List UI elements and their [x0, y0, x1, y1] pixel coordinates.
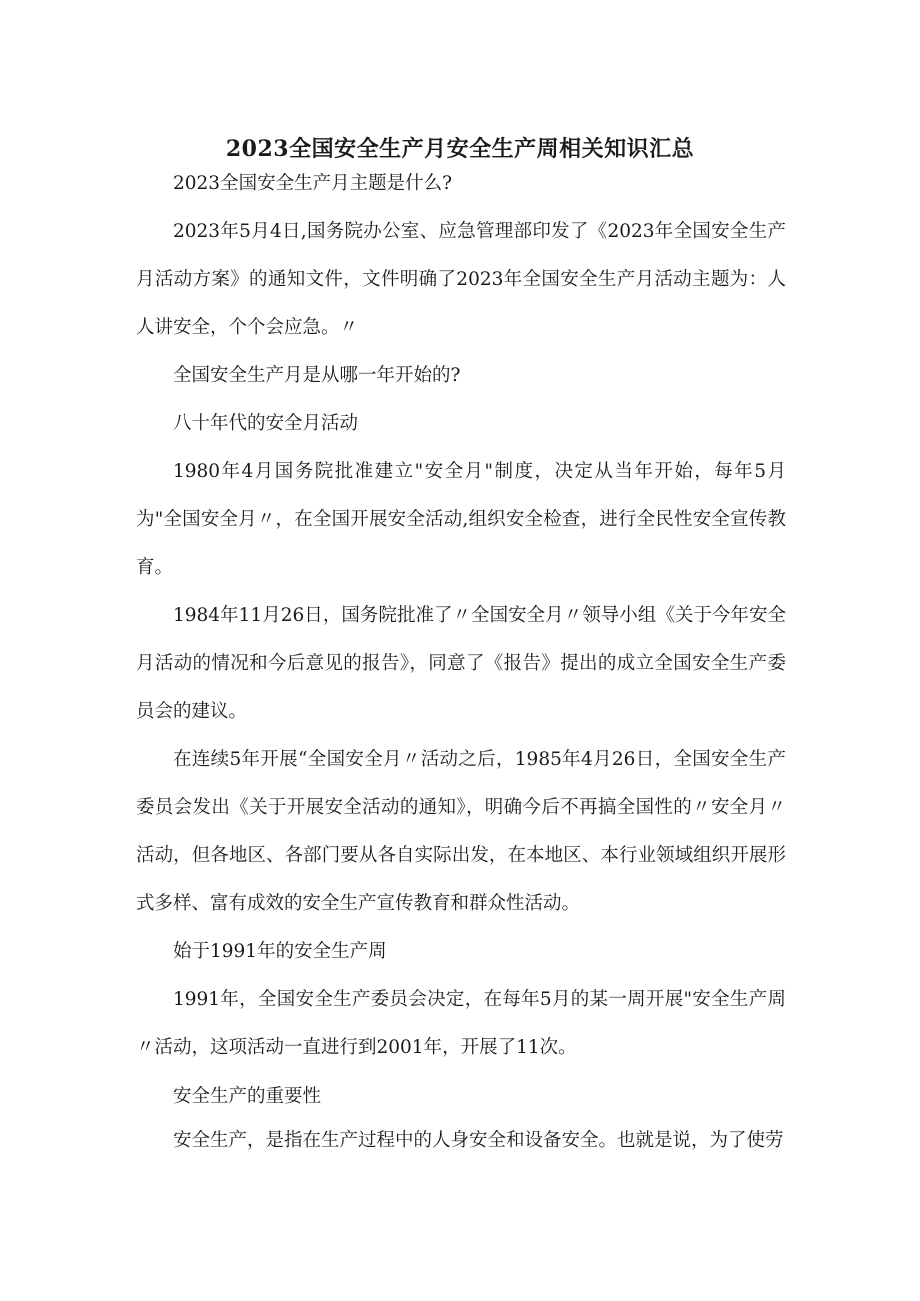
- paragraph-subheading-1991: 始于1991年的安全生产周: [173, 941, 387, 962]
- paragraph-1980: 1980年4月国务院批准建立"安全月"制度，决定从当年开始，每年5月为"全国安全月〃，在全国开展安全活动,组织安全检查，进行全民性安全宣传教育。: [136, 461, 786, 578]
- paragraph-question-theme: 2023全国安全生产月主题是什么?: [173, 173, 453, 194]
- paragraph-question-start-year: 全国安全生产月是从哪一年开始的?: [173, 365, 461, 386]
- paragraph-subheading-eighties: 八十年代的安全月活动: [173, 413, 359, 434]
- paragraph-subheading-importance: 安全生产的重要性: [173, 1086, 322, 1107]
- paragraph-1991: 1991年，全国安全生产委员会决定，在每年5月的某一周开展"安全生产周〃活动，这项活动一直进行到2001年，开展了11次。: [136, 989, 786, 1058]
- paragraph-theme-answer: 2023年5月4日,国务院办公室、应急管理部印发了《2023年全国安全生产月活动方案》的通知文件，文件明确了2023年全国安全生产月活动主题为：人人讲安全，个个会应急。〃: [136, 221, 786, 338]
- document-body: [136, 160, 786, 1160]
- paragraph-1984: 1984年11月26日，国务院批准了〃全国安全月〃领导小组《关于今年安全月活动的情况和今后意见的报告》，同意了《报告》提出的成立全国安全生产委员会的建议。: [136, 605, 786, 722]
- paragraph-1985: 在连续5年开展“全国安全月〃活动之后，1985年4月26日，全国安全生产委员会发出《关于开展安全活动的通知》，明确今后不再搞全国性的〃安全月〃活动，但各地区、各部门要从各自实际出发，在本地区、本行业领域组织开展形式多样、富有成效的安全生产宣传教育和群众性活动。: [136, 749, 786, 914]
- document-title: 2023全国安全生产月安全生产周相关知识汇总: [225, 135, 695, 162]
- paragraph-importance: 安全生产，是指在生产过程中的人身安全和设备安全。也就是说，为了使劳: [173, 1130, 784, 1151]
